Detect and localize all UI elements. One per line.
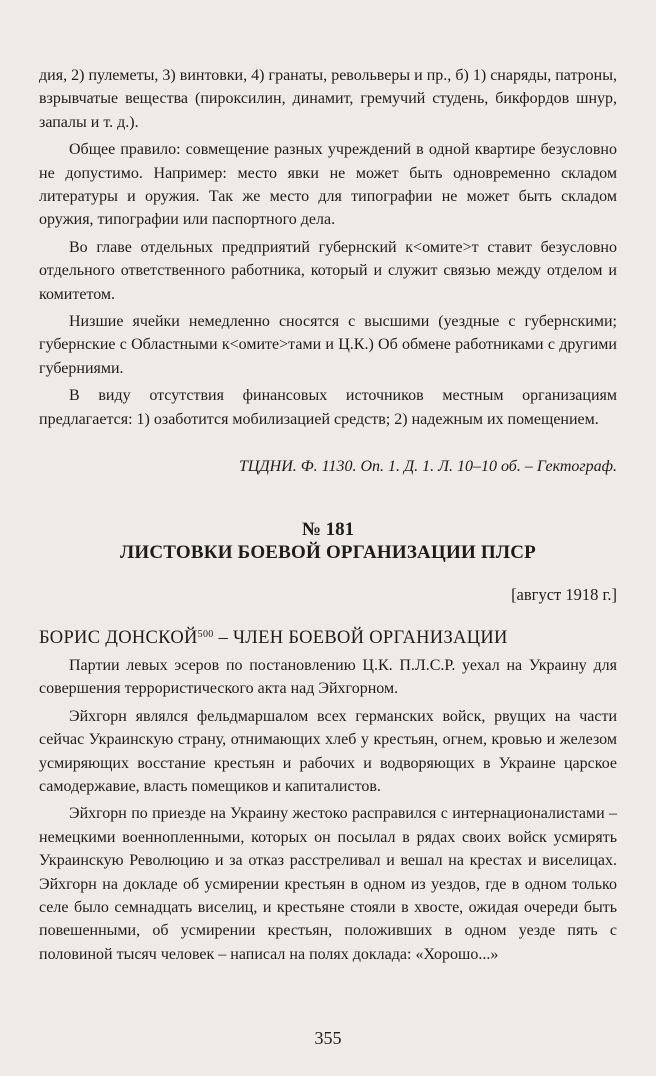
paragraph-eichhorn-actions: Эйхгорн по приезде на Украину жестоко расправился с интернационалистами – немецкими военнопленными, которых он посылал в рядах своих войск усмирять Украинскую Революцию и за отказ расстреливал и вешал на крестах и виселицах. Эйхгорн на докладе об усмирении крестьян в одном из уездов, где в одном только селе было семнадцать виселиц, и крестьяне стояли в хвосте, ожидая очереди быть повешенными, об усмирении крестьян, положивших в одном уезде пять с половиной тысяч человек – написал на полях доклада: «Хорошо...» bbox=[39, 805, 617, 963]
document-number: № 181 bbox=[301, 519, 355, 540]
paragraph-general-rule: Общее правило: совмещение разных учреждений в одной квартире безусловно не допустимо. Например: место явки не может быть одновременно складом литературы и оружия. Так же место для типографии не может быть складом оружия, типографии или паспортного дела. bbox=[39, 141, 617, 229]
page-number: 355 bbox=[314, 1028, 342, 1048]
section-heading-role: – ЧЛЕН БОЕВОЙ ОРГАНИЗАЦИИ bbox=[213, 628, 508, 648]
body-text-block bbox=[39, 654, 617, 966]
document-title: ЛИСТОВКИ БОЕВОЙ ОРГАНИЗАЦИИ ПЛСР bbox=[120, 542, 536, 563]
document-date: [август 1918 г.] bbox=[511, 585, 617, 604]
archive-reference: ТЦДНИ. Ф. 1130. Оп. 1. Д. 1. Л. 10–10 об. – Гектограф. bbox=[239, 458, 617, 475]
footnote-reference: 500 bbox=[197, 629, 214, 640]
top-text-block bbox=[39, 64, 617, 431]
paragraph-eichhorn-role: Эйхгорн являлся фельдмаршалом всех германских войск, рвущих на части сейчас Украинскую страну, отнимающих хлеб у крестьян, огнем, кровью и железом усмиряющих восстание крестьян и рабочих и водворяющих в Украине царское самодержавие, власть помещиков и капиталистов. bbox=[39, 707, 617, 796]
paragraph-lower-cells: Низшие ячейки немедленно сносятся с высшими (уездные с губернскими; губернские с Областными к<омите>тами и Ц.К.) Об обмене работниками с другими губерниями. bbox=[39, 313, 617, 377]
paragraph-responsible-worker: Во главе отдельных предприятий губернский к<омите>т ставит безусловно отдельного ответственного работника, который и служит связью между отделом и комитетом. bbox=[39, 238, 617, 303]
section-heading bbox=[39, 623, 617, 650]
paragraph-mission: Партии левых эсеров по постановлению Ц.К. П.Л.С.Р. уехал на Украину для совершения террористического акта над Эйхгорном. bbox=[39, 657, 617, 698]
paragraph-finances: В виду отсутствия финансовых источников местным организациям предлагается: 1) озаботится мобилизацией средств; 2) надежным их помещением. bbox=[39, 387, 617, 428]
section-heading-name: БОРИС ДОНСКОЙ bbox=[39, 628, 198, 648]
paragraph-weapons-list: дия, 2) пулеметы, 3) винтовки, 4) гранаты, револьверы и пр., б) 1) снаряды, патроны, взрывчатые вещества (пироксилин, динамит, гремучий студень, бикфордов шнур, запалы и т. д.). bbox=[39, 67, 617, 131]
